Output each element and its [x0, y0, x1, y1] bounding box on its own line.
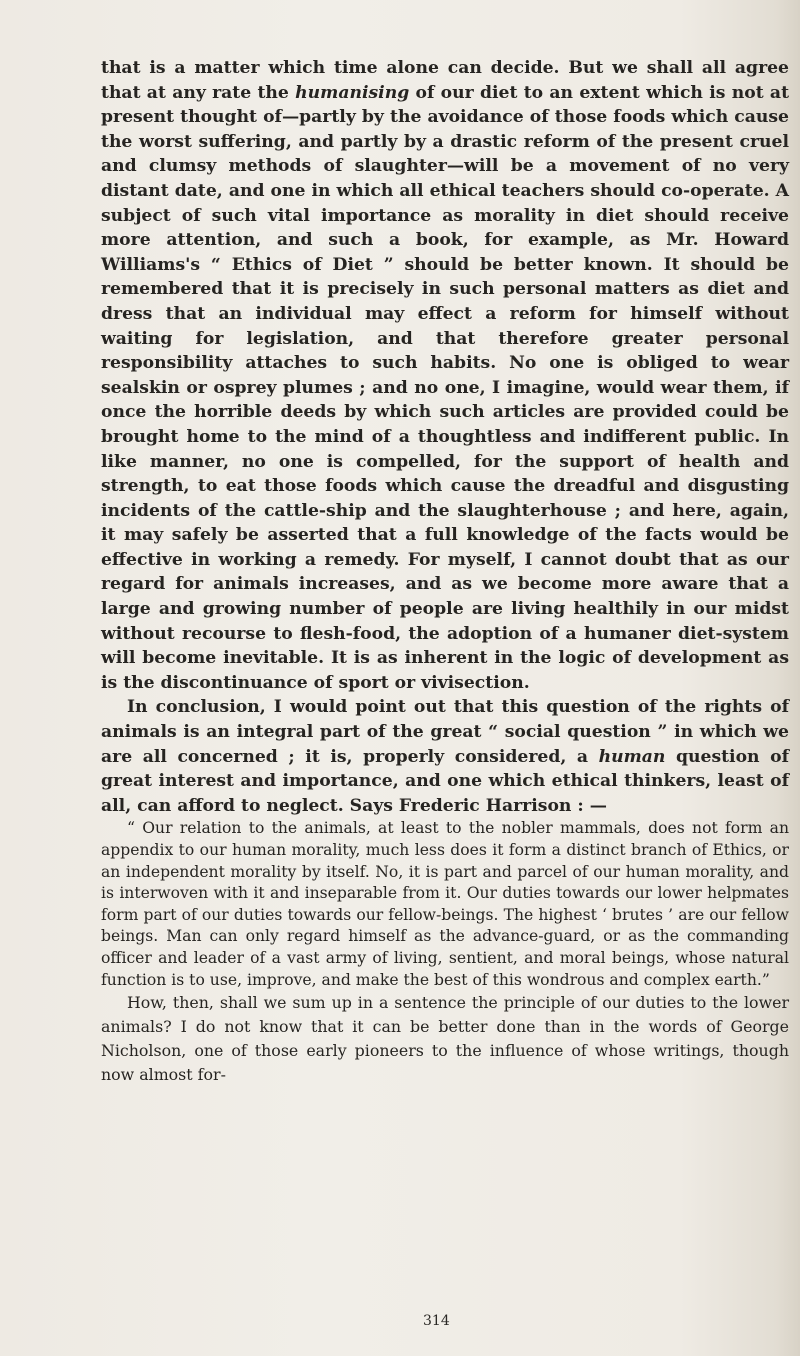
block-quote	[101, 818, 789, 991]
quote-paragraph: “ Our relation to the animals, at least to the nobler mammals, does not form an appendix to our human morality, much less does it form a distinct branch of Ethics, or an independent morality by itself. No, it is part and parcel of our human morality, and is interwoven with it and inseparable from it. Our duties towards our lower helpmates form part of our duties towards our fellow-beings. The highest ‘ brutes ’ are our fellow beings. Man can only regard himself as the advance-guard, or as the commanding officer and leader of a vast army of living, sentient, and moral beings, whose natural function is to use, improve, and make the best of this wondrous and complex earth.”	[101, 819, 789, 989]
main-text	[101, 56, 789, 818]
paragraph-conclusion	[101, 695, 789, 818]
paragraph-1-text-a: that is a matter which time alone can decide. But we shall all agree that at any rate the	[101, 58, 789, 103]
paragraph-2-text-a: In conclusion, I would point out that this question of the rights of animals is an integral part of the great “ social question ” in which we are all concerned ; it is, properly considered, a	[101, 697, 789, 767]
emphasis-human: human	[598, 746, 666, 767]
page-body	[101, 56, 789, 1086]
closing-text	[101, 991, 789, 1086]
paragraph-continued	[101, 56, 789, 695]
paragraph-2-text-b: question of great interest and importance, and one which ethical thinkers, least of all, can afford to neglect. Says Frederic Harrison : —	[101, 746, 789, 816]
paragraph-1-text-b: of our diet to an extent which is not at present thought of—partly by the avoidance of those foods which cause the worst suffering, and partly by a drastic reform of the present cruel and clumsy methods of slaughter—will be a movement of no very distant date, and one in which all ethical teachers should co-operate. A subject of such vital importance as morality in diet should receive more attention, and such a book, for example, as Mr. Howard Williams's “ Ethics of Diet ” should be better known. It should be remembered that it is precisely in such personal matters as diet and dress that an individual may effect a reform for himself without waiting for legislation, and that therefore greater personal responsibility attaches to such habits. No one is obliged to wear sealskin or osprey plumes ; and no one, I imagine, would wear them, if once the horrible deeds by which such articles are provided could be brought home to the mind of a thoughtless and indifferent public. In like manner, no one is compelled, for the support of health and strength, to eat those foods which cause the dreadful and disgusting incidents of the cattle-ship and the slaughterhouse ; and here, again, it may safely be asserted that a full knowledge of the facts would be effective in working a remedy. For myself, I cannot doubt that as our regard for animals increases, and as we become more aware that a large and growing number of people are living healthily in our midst without recourse to flesh-food, the adoption of a humaner diet-system will become inevitable. It is as inherent in the logic of development as is the discontinuance of sport or vivisection.	[101, 82, 790, 693]
page-number: 314	[423, 1313, 450, 1329]
paragraph-summary: How, then, shall we sum up in a sentence the principle of our duties to the lower animals? I do not know that it can be better done than in the words of George Nicholson, one of those early pioneers to the influence of whose writings, though now almost for-	[101, 993, 789, 1084]
emphasis-humanising: humanising	[295, 82, 410, 103]
